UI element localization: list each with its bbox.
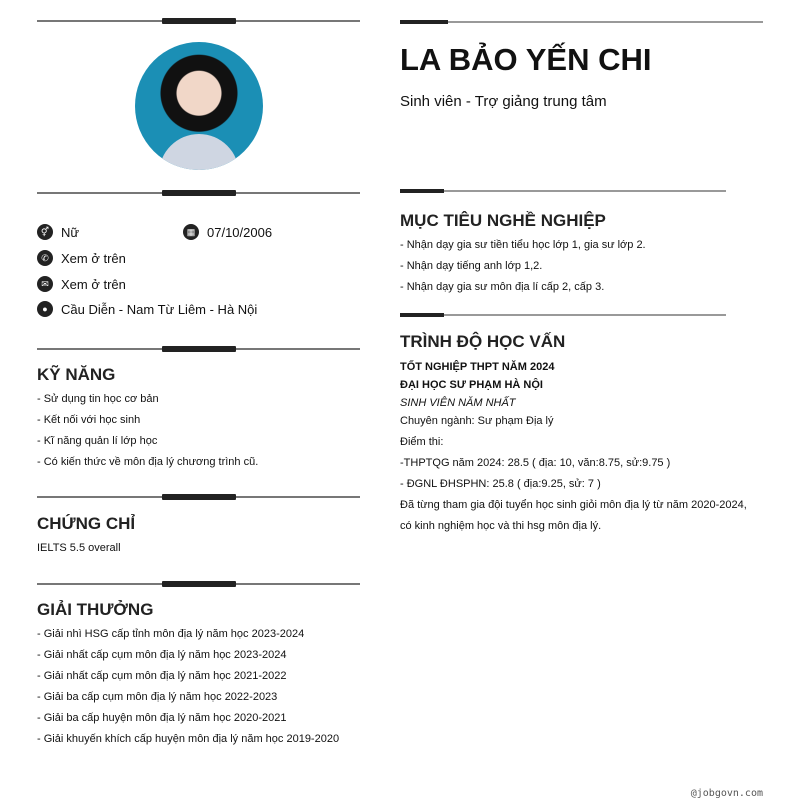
education-list	[400, 411, 747, 537]
phone	[37, 250, 126, 266]
dob	[183, 224, 272, 240]
list-item: - ĐGNL ĐHSPHN: 25.8 ( địa:9.25, sử: 7 )	[400, 478, 601, 490]
email	[37, 276, 126, 292]
divider	[37, 496, 360, 498]
divider	[37, 192, 360, 194]
list-item: - Nhận dạy gia sư môn địa lí cấp 2, cấp 3.	[400, 281, 605, 293]
list-item: - Nhận dạy tiếng anh lớp 1,2.	[400, 260, 543, 272]
location-icon: ●	[37, 301, 53, 317]
skills-list	[37, 389, 258, 473]
email-text: Xem ở trên	[61, 276, 126, 292]
gender-icon: ⚥	[37, 224, 53, 240]
education-block	[400, 358, 554, 412]
list-item: -THPTQG năm 2024: 28.5 ( địa: 10, văn:8.75, sử:9.75 )	[400, 457, 671, 469]
objective-heading: MỤC TIÊU NGHỀ NGHIỆP	[400, 211, 606, 230]
list-item: - Nhận dạy gia sư tiền tiểu học lớp 1, gia sư lớp 2.	[400, 239, 646, 251]
objective-list	[400, 235, 646, 298]
year: SINH VIÊN NĂM NHẤT	[400, 397, 516, 409]
education-heading: TRÌNH ĐỘ HỌC VẤN	[400, 332, 566, 351]
university: ĐẠI HỌC SƯ PHẠM HÀ NỘI	[400, 379, 543, 391]
dob-text: 07/10/2006	[207, 224, 273, 240]
gender-text: Nữ	[61, 224, 80, 240]
address-text: Cầu Diễn - Nam Từ Liêm - Hà Nội	[61, 301, 258, 317]
list-item: - Có kiến thức về môn địa lý chương trình cũ.	[37, 456, 259, 468]
name: LA BẢO YẾN CHI	[400, 42, 652, 77]
divider	[37, 348, 360, 350]
divider	[400, 190, 726, 192]
list-item: Chuyên ngành: Sư phạm Địa lý	[400, 415, 554, 427]
list-item: Điểm thi:	[400, 436, 444, 448]
list-item: - Giải ba cấp cụm môn địa lý năm học 2022-2023	[37, 691, 278, 703]
list-item: có kinh nghiệm học và thi hsg môn địa lý.	[400, 520, 602, 532]
list-item: - Kết nối với học sinh	[37, 414, 141, 426]
phone-icon: ✆	[37, 250, 53, 266]
awards-list	[37, 624, 339, 750]
awards-heading: GIẢI THƯỞNG	[37, 600, 154, 619]
address	[37, 301, 257, 317]
divider	[400, 314, 726, 316]
email-icon: ✉	[37, 276, 53, 292]
calendar-icon: ▦	[183, 224, 199, 240]
divider	[400, 21, 763, 23]
watermark: @jobgovn.com	[690, 788, 763, 799]
avatar	[135, 42, 263, 170]
skills-heading: KỸ NĂNG	[37, 365, 116, 384]
divider	[37, 20, 360, 22]
list-item: - Giải nhất cấp cụm môn địa lý năm học 2021-2022	[37, 670, 287, 682]
list-item: - Giải nhì HSG cấp tỉnh môn địa lý năm học 2023-2024	[37, 628, 305, 640]
list-item: - Giải ba cấp huyện môn địa lý năm học 2020-2021	[37, 712, 287, 724]
list-item: - Giải nhất cấp cụm môn địa lý năm học 2023-2024	[37, 649, 287, 661]
list-item: - Sử dụng tin học cơ bản	[37, 393, 159, 405]
list-item: - Giải khuyến khích cấp huyện môn địa lý năm học 2019-2020	[37, 733, 340, 745]
job-title: Sinh viên - Trợ giảng trung tâm	[400, 93, 607, 110]
list-item: Đã từng tham gia đội tuyển học sinh giỏi môn địa lý từ năm 2020-2024,	[400, 499, 747, 511]
list-item: IELTS 5.5 overall	[37, 542, 121, 554]
list-item: - Kĩ năng quản lí lớp học	[37, 435, 158, 447]
certs-heading: CHỨNG CHỈ	[37, 514, 136, 533]
phone-text: Xem ở trên	[61, 250, 126, 266]
divider	[37, 583, 360, 585]
graduation: TỐT NGHIỆP THPT NĂM 2024	[400, 361, 555, 373]
gender	[37, 224, 79, 240]
